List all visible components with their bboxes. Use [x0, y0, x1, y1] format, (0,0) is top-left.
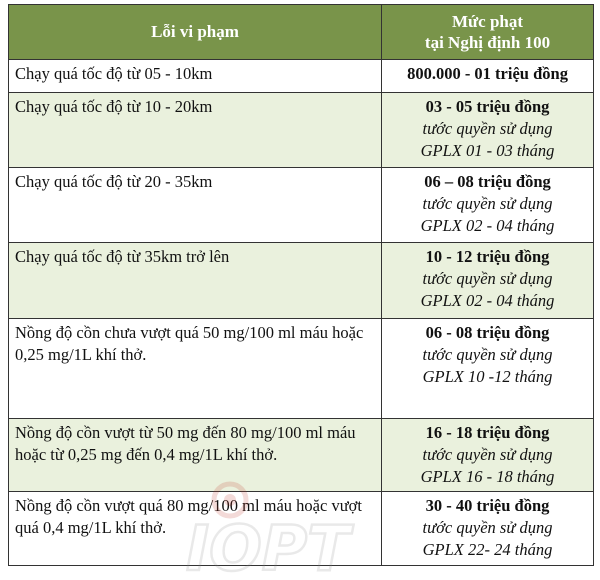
violation-cell: Nồng độ cồn vượt quá 80 mg/100 ml máu hoặc vượt quá 0,4 mg/1L khí thở.	[9, 492, 382, 566]
penalty-cell	[382, 60, 594, 93]
table-row	[9, 60, 594, 93]
fine-amount: 06 - 08 triệu đồng	[425, 323, 550, 342]
table-row	[9, 319, 594, 419]
table-header-row	[9, 5, 594, 60]
license-suspension-period: GPLX 10 -12 tháng	[422, 367, 553, 386]
table-row	[9, 419, 594, 492]
license-suspension-note: tước quyền sử dụng	[422, 269, 553, 288]
license-suspension-note: tước quyền sử dụng	[422, 518, 553, 537]
header-penalty-line1: Mức phạt	[451, 12, 524, 31]
license-suspension-period: GPLX 16 - 18 tháng	[420, 467, 555, 486]
license-suspension-note: tước quyền sử dụng	[422, 445, 553, 464]
violation-cell: Chạy quá tốc độ từ 05 - 10km	[9, 60, 382, 93]
table-row	[9, 492, 594, 566]
penalty-cell	[382, 93, 594, 168]
license-suspension-note: tước quyền sử dụng	[422, 345, 553, 364]
license-suspension-note: tước quyền sử dụng	[422, 119, 553, 138]
fine-amount: 16 - 18 triệu đồng	[425, 423, 550, 442]
fines-table-container	[8, 4, 593, 566]
violation-cell: Chạy quá tốc độ từ 35km trở lên	[9, 243, 382, 319]
penalty-cell	[382, 319, 594, 419]
table-row	[9, 243, 594, 319]
fine-amount: 06 – 08 triệu đồng	[424, 172, 551, 191]
license-suspension-note: tước quyền sử dụng	[422, 194, 553, 213]
traffic-fines-table	[8, 4, 594, 566]
license-suspension-period: GPLX 22- 24 tháng	[422, 540, 553, 559]
fine-amount: 03 - 05 triệu đồng	[425, 97, 550, 116]
watermark-text: IOPT	[186, 512, 350, 578]
table-row	[9, 93, 594, 168]
violation-cell: Nồng độ cồn vượt từ 50 mg đến 80 mg/100 ml máu hoặc từ 0,25 mg đến 0,4 mg/1L khí thở.	[9, 419, 382, 492]
violation-cell: Nồng độ cồn chưa vượt quá 50 mg/100 ml máu hoặc 0,25 mg/1L khí thở.	[9, 319, 382, 419]
penalty-cell	[382, 243, 594, 319]
header-penalty	[382, 5, 594, 60]
table-row	[9, 168, 594, 243]
license-suspension-period: GPLX 02 - 04 tháng	[420, 216, 555, 235]
fine-amount: 30 - 40 triệu đồng	[425, 496, 550, 515]
violation-cell: Chạy quá tốc độ từ 20 - 35km	[9, 168, 382, 243]
penalty-cell	[382, 419, 594, 492]
penalty-cell	[382, 168, 594, 243]
header-penalty-line2: tại Nghị định 100	[424, 33, 551, 52]
fine-amount: 800.000 - 01 triệu đồng	[407, 64, 568, 83]
fine-amount: 10 - 12 triệu đồng	[425, 247, 550, 266]
violation-cell: Chạy quá tốc độ từ 10 - 20km	[9, 93, 382, 168]
header-violation: Lỗi vi phạm	[9, 5, 382, 60]
license-suspension-period: GPLX 02 - 04 tháng	[420, 291, 555, 310]
license-suspension-period: GPLX 01 - 03 tháng	[420, 141, 555, 160]
penalty-cell	[382, 492, 594, 566]
